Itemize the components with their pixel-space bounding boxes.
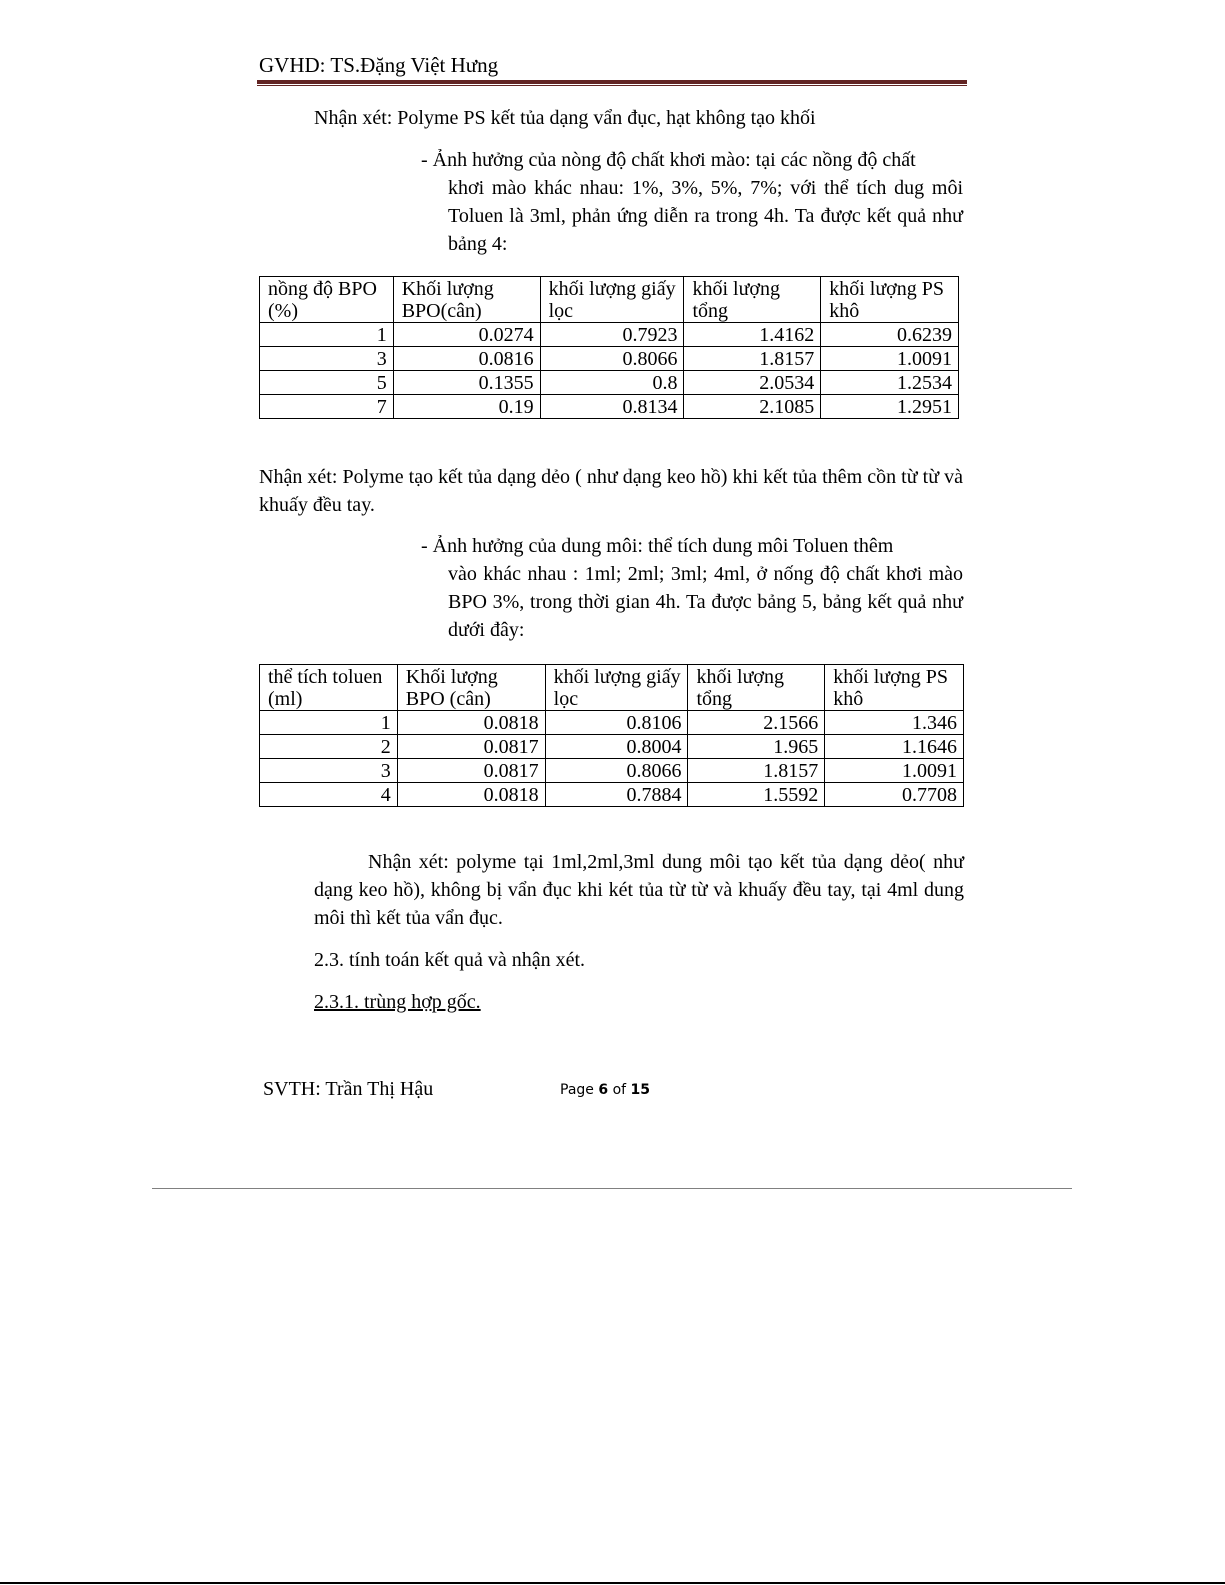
table-cell: 5 [260,371,394,395]
table-cell: 0.0818 [397,783,545,807]
page-label: Page [560,1082,594,1098]
table-header-cell: khối lượng PS khô [825,665,964,711]
table-cell: 1.8157 [684,347,821,371]
bullet-initiator-concentration [421,146,963,258]
page-total: 15 [630,1082,650,1098]
table-cell: 2 [260,735,398,759]
table-header-cell: khối lượng giấy lọc [540,277,684,323]
table-cell: 2.1566 [688,711,825,735]
table-header-cell: thể tích toluen (ml) [260,665,398,711]
table-row [260,711,964,735]
table-header-cell: khối lượng PS khô [821,277,959,323]
table-header-cell: nồng độ BPO (%) [260,277,394,323]
table-cell: 0.7708 [825,783,964,807]
table-cell: 1.5592 [688,783,825,807]
table-cell: 1.4162 [684,323,821,347]
table-cell: 2.1085 [684,395,821,419]
table-cell: 7 [260,395,394,419]
table-cell: 0.8106 [545,711,688,735]
bullet-continuation: vào khác nhau : 1ml; 2ml; 3ml; 4ml, ở nống độ chất khơi mào BPO 3%, trong thời gian 4h. Ta được bảng 5, bảng kết quả như dưới đây: [448,563,963,641]
table-cell: 0.8134 [540,395,684,419]
table-cell: 3 [260,347,394,371]
table-cell: 0.0816 [393,347,540,371]
table-cell: 0.19 [393,395,540,419]
table-cell: 2.0534 [684,371,821,395]
table-cell: 0.8066 [540,347,684,371]
table-row [260,759,964,783]
table-cell: 4 [260,783,398,807]
table-header-cell: Khối lượng BPO(cân) [393,277,540,323]
page-number [560,1080,650,1100]
header-rule-thin [257,85,967,86]
table-header-cell: khối lượng tổng [684,277,821,323]
table-cell: 1.2534 [821,371,959,395]
bullet-first-line: - Ảnh hưởng của nòng độ chất khơi mào: tại các nồng độ chất [421,149,916,171]
remark-paragraph-3: Nhận xét: polyme tại 1ml,2ml,3ml dung môi tạo kết tủa dạng dẻo( như dạng keo hồ), không bị vẩn đục khi két tủa từ từ và khuấy đều tay, tại 4ml dung môi thì kết tủa vẩn đục. [314,851,964,929]
table-5 [259,664,964,807]
footer-author: SVTH: Trần Thị Hậu [263,1078,434,1100]
page-current: 6 [598,1082,609,1098]
table-cell: 0.7923 [540,323,684,347]
page-header: GVHD: TS.Đặng Việt Hưng [259,53,499,77]
table-row [260,735,964,759]
table-header-row [260,665,964,711]
viewport-bottom-border [0,1582,1225,1584]
bullet-first-line: - Ảnh hưởng của dung môi: thể tích dung môi Toluen thêm [421,535,894,557]
table-row [260,395,959,419]
table-cell: 1.8157 [688,759,825,783]
table-cell: 0.6239 [821,323,959,347]
section-heading-2-3: 2.3. tính toán kết quả và nhận xét. [314,949,586,971]
page-divider [152,1188,1072,1189]
table-header-cell: Khối lượng BPO (cân) [397,665,545,711]
table-cell: 3 [260,759,398,783]
table-4 [259,276,959,419]
table-cell: 0.0817 [397,735,545,759]
table-cell: 1.0091 [821,347,959,371]
bullet-solvent-effect [421,532,963,644]
table-cell: 0.0817 [397,759,545,783]
table-cell: 0.1355 [393,371,540,395]
page-of: of [612,1082,627,1098]
table-header-row [260,277,959,323]
section-heading-2-3-1 [314,988,964,1016]
table-row [260,347,959,371]
table-cell: 0.0818 [397,711,545,735]
table-cell: 0.8066 [545,759,688,783]
table-cell: 1 [260,711,398,735]
remark-paragraph-1: Nhận xét: Polyme PS kết tủa dạng vẩn đục, hạt không tạo khối [314,107,816,129]
table-cell: 0.7884 [545,783,688,807]
table-cell: 1.965 [688,735,825,759]
table-cell: 1.1646 [825,735,964,759]
table-cell: 1.346 [825,711,964,735]
table-cell: 0.8 [540,371,684,395]
table-cell: 1.0091 [825,759,964,783]
bullet-continuation: khơi mào khác nhau: 1%, 3%, 5%, 7%; với thể tích dug môi Toluen là 3ml, phản ứng diễn ra trong 4h. Ta được kết quả như bảng 4: [448,177,963,255]
table-row [260,783,964,807]
table-cell: 0.0274 [393,323,540,347]
table-header-cell: khối lượng giấy lọc [545,665,688,711]
table-header-cell: khối lượng tổng [688,665,825,711]
table-row [260,323,959,347]
header-rule [257,80,967,84]
section-heading-text: 2.3.1. trùng hợp gốc. [314,991,481,1013]
table-row [260,371,959,395]
table-cell: 1.2951 [821,395,959,419]
remark-paragraph-2: Nhận xét: Polyme tạo kết tủa dạng dẻo ( như dạng keo hồ) khi kết tủa thêm cồn từ từ và khuấy đều tay. [259,466,963,516]
table-cell: 1 [260,323,394,347]
table-cell: 0.8004 [545,735,688,759]
